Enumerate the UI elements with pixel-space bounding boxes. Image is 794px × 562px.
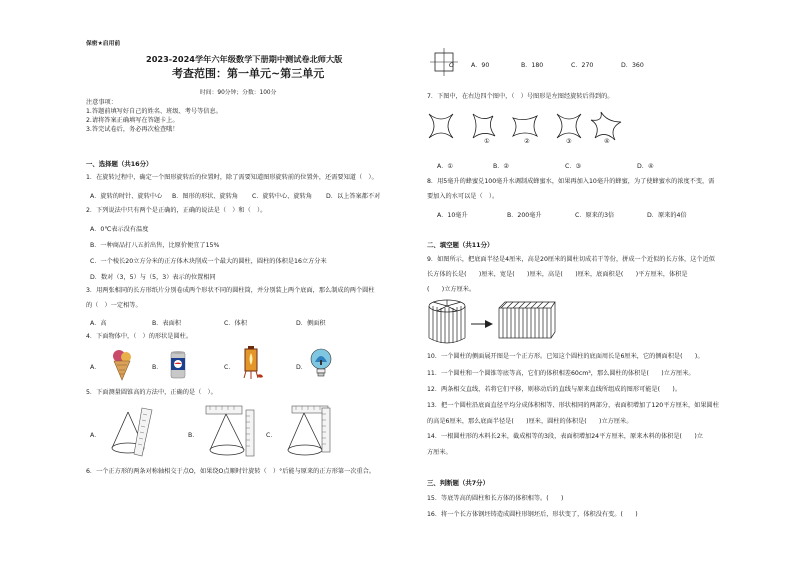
option-c[interactable]: C．③ (565, 163, 582, 170)
ice-cream-cone-icon (110, 348, 134, 382)
question-text: 的高是6厘米，那么底面半径是( )厘米，圆柱的体积是( )立方厘米。 (427, 418, 633, 425)
option-b[interactable]: B．200毫升 (507, 212, 542, 219)
figure-number: ① (484, 138, 490, 145)
question-text: 4．下面物体中，（ ）的形状是圆柱。 (86, 333, 193, 340)
question-text: 长方体的长是( )厘米，宽是( )厘米，高是( )厘米，底面积是( )平方厘米，体积是 (427, 271, 688, 278)
question-text: 2．下列说法中只有两个是正确的，正确的说法是（ ）和（ ）。 (86, 207, 267, 214)
option-c[interactable]: C．体积 (224, 320, 247, 327)
lantern-icon (240, 345, 264, 381)
question-text: 7．下图中，在右边四个图中，（ ）号图形是左图经旋转后得到的。 (427, 93, 614, 100)
cone-measure-diagram-a (106, 404, 156, 460)
option-b[interactable]: B．② (493, 163, 509, 170)
option-a[interactable]: A．高 (90, 320, 107, 327)
figure-number: ③ (566, 138, 572, 145)
figure-number: ④ (604, 138, 610, 145)
cone-measure-diagram-c (282, 404, 336, 462)
option-b[interactable]: B． (188, 432, 199, 439)
option-b[interactable]: B．表面积 (152, 320, 181, 327)
right-column (425, 0, 777, 562)
option-d[interactable]: D．数对（3，5）与（5，3）表示的位置相同 (90, 274, 216, 281)
option-a[interactable]: A．① (437, 163, 453, 170)
question-text: 3．用两张相同的长方形纸片分别卷成两个形状不同的圆柱筒，并分别装上两个底面，那么制成的两个圆柱 (86, 287, 375, 294)
question-text: 8．用5毫升的蜂蜜兑100毫升水调制成蜂蜜水，如果再加入10毫升的蜂蜜，为了使蜂蜜水的浓度不变，需 (427, 178, 715, 185)
notice-title: 注意事项： (86, 99, 117, 106)
option-d[interactable]: D． (296, 364, 307, 371)
option-d[interactable]: D．360 (621, 62, 644, 69)
cone-measure-diagram-b (204, 404, 260, 462)
option-d[interactable]: D．④ (637, 163, 654, 170)
option-b[interactable]: B．一种商品打八五折出售，比原价便宜了15% (90, 242, 220, 249)
question-text: 13．把一个圆柱沿底面直径平均分成体积相等、形状相同的两部分，表面积增加了120平方厘米，如果圆柱 (427, 402, 719, 409)
option-a[interactable]: A．10毫升 (437, 212, 468, 219)
point-label: O (449, 62, 454, 69)
exam-scope: 考查范围：第一单元~第三单元 (172, 67, 325, 80)
option-a[interactable]: A．90 (471, 62, 490, 69)
option-c[interactable]: C．原来的3倍 (575, 212, 615, 219)
question-text: 15．等底等高的圆柱和长方体的体积相等。( ) (427, 495, 564, 502)
exam-meta: 时间：90分钟；分数：100分 (200, 90, 277, 96)
section-title: 二、填空题（共11分） (427, 241, 494, 249)
exam-title: 2023-2024学年六年级数学下册期中测试卷北师大版 (146, 54, 343, 64)
notice-item: 2.请将答案正确填写在答题卡上。 (86, 117, 179, 124)
confidential-label: 保密★启用前 (86, 41, 121, 47)
option-a[interactable]: A．旋转的时针、旋转中心 (90, 193, 163, 200)
question-text: 10．一个圆柱的侧面展开图是一个正方形。已知这个圆柱的底面周长是6厘米，它的侧面积是( )。 (427, 353, 704, 360)
figure-number: ② (524, 138, 530, 145)
question-text: 9．如图所示，把底面半径是4厘米，高是20厘米的圆柱切成若干等份，拼成一个近似的长方体，这个近似 (427, 256, 715, 263)
option-b[interactable]: B．图形的形状、旋转角 (172, 193, 239, 200)
option-b[interactable]: B．180 (521, 62, 544, 69)
question-text: 1．在旋转过程中，确定一个图形旋转后的位置时，除了需要知道图形旋转前的位置外，还需要知道（ ）。 (86, 174, 378, 181)
option-d[interactable]: D．以上答案都不对 (326, 193, 381, 200)
question-text: 方厘米。 (427, 449, 452, 456)
question-text: 5．下面测量圆锥高的方法中，正确的是（ ）。 (86, 389, 217, 396)
question-text: 16．将一个长方体钢坯铸造成圆柱形钢坯后，形状变了，体积没有变。( ) (427, 511, 638, 518)
cylinder-to-cuboid-diagram (427, 298, 557, 348)
left-column (86, 0, 396, 562)
question-text: 14．一根圆柱形的木料长2米，截成相等的3段，表面积增加24平方厘米，原来木料的体积是( )立 (427, 433, 703, 440)
option-a[interactable]: A． (90, 364, 101, 371)
option-c[interactable]: C．一个棱长20立方分米的正方体木块削成一个最大的圆柱，圆柱的体积是16立方分米 (90, 258, 327, 265)
option-d[interactable]: D．原来的4倍 (647, 212, 687, 219)
option-b[interactable]: B． (152, 364, 163, 371)
section-title: 一、选择题（共16分） (86, 160, 153, 168)
option-c[interactable]: C．270 (571, 62, 594, 69)
question-text: 要加入的水可以是（ ）。 (427, 193, 499, 200)
question-text: 6．一个正方形的两条对称轴相交于点O，如果绕O点顺时针旋转（ ）°后能与原来的正方形第一次重合。 (86, 468, 376, 475)
question-text: ( )立方厘米。 (427, 286, 476, 293)
question-text: 的（ ）一定相等。 (86, 302, 142, 309)
option-d[interactable]: D．侧面积 (296, 320, 326, 327)
notice-item: 3.答完试卷后，务必再次检查哦！ (86, 126, 179, 133)
light-bulb-icon (310, 348, 332, 380)
option-c[interactable]: C． (224, 364, 235, 371)
option-a[interactable]: A．0℃表示没有温度 (90, 226, 149, 233)
notice-item: 1.答题前填写好自己的姓名、班级、考号等信息。 (86, 108, 222, 115)
question-text: 12．两条相交直线，若将它们平移，则移动后的直线与原来直线所组成的图形可能是( )。 (427, 386, 682, 393)
soda-can-icon (170, 350, 186, 380)
question-text: 11．一个圆柱和一个圆锥等底等高，它们的体积相差60cm³，那么圆柱的体积是( )立方厘米。 (427, 370, 695, 377)
option-c[interactable]: C． (266, 432, 277, 439)
section-title: 三、判断题（共7分） (427, 479, 489, 487)
option-a[interactable]: A． (90, 432, 101, 439)
option-c[interactable]: C．旋转中心、旋转角 (252, 193, 313, 200)
